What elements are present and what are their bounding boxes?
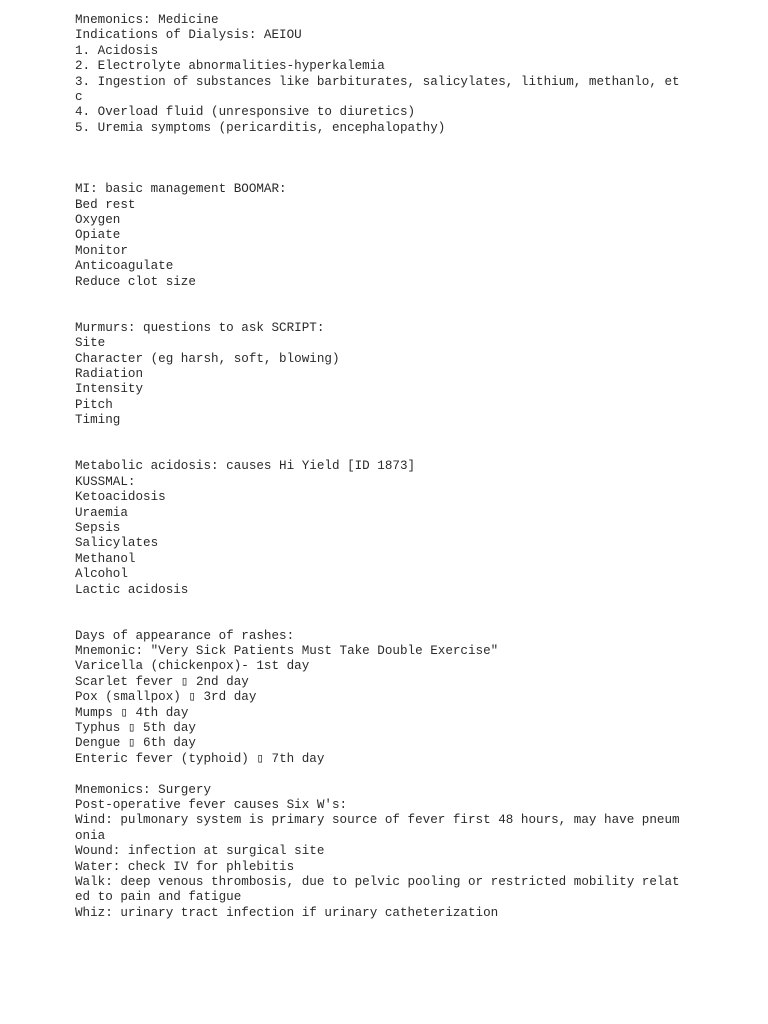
section-heading: Murmurs: questions to ask SCRIPT: [75, 320, 325, 335]
section-heading: Metabolic acidosis: causes Hi Yield [ID 1873] [75, 459, 416, 474]
spacer [75, 598, 715, 629]
section-heading: Mnemonics: Surgery [75, 782, 212, 797]
list-item: Sepsis [75, 520, 121, 535]
list-item: Typhus ▯ 5th day [75, 721, 196, 736]
list-item: Radiation [75, 367, 144, 382]
list-item: Enteric fever (typhoid) ▯ 7th day [75, 751, 325, 766]
list-item: Ketoacidosis [75, 490, 166, 505]
list-item: Dengue ▯ 6th day [75, 736, 196, 751]
section-mi-management [75, 182, 715, 290]
list-item: Salicylates [75, 536, 159, 551]
list-item-continuation: ed to pain and fatigue [75, 890, 242, 905]
list-item: Pox (smallpox) ▯ 3rd day [75, 690, 257, 705]
list-item: Opiate [75, 228, 121, 243]
list-item: Wind: pulmonary system is primary source of fever first 48 hours, may have pneum [75, 813, 680, 828]
list-item: Wound: infection at surgical site [75, 844, 325, 859]
section-subheading: Post-operative fever causes Six W's: [75, 797, 348, 812]
list-item-continuation: c [75, 89, 83, 104]
section-subheading: KUSSMAL: [75, 474, 136, 489]
list-item: Site [75, 336, 106, 351]
section-medicine-dialysis [75, 13, 715, 136]
list-item: Lactic acidosis [75, 582, 189, 597]
section-heading: Mnemonics: Medicine [75, 13, 219, 27]
list-item: Pitch [75, 397, 113, 412]
list-item: Walk: deep venous thrombosis, due to pelvic pooling or restricted mobility relat [75, 874, 680, 889]
list-item: Scarlet fever ▯ 2nd day [75, 674, 249, 689]
section-subheading: Mnemonic: "Very Sick Patients Must Take Double Exercise" [75, 644, 499, 659]
list-item: Character (eg harsh, soft, blowing) [75, 351, 340, 366]
list-item: Uraemia [75, 505, 128, 520]
document-page [75, 13, 715, 921]
spacer [75, 767, 715, 782]
list-item: Intensity [75, 382, 144, 397]
list-item: Methanol [75, 551, 136, 566]
section-heading: Days of appearance of rashes: [75, 628, 295, 643]
list-item: Monitor [75, 243, 128, 258]
list-item: Water: check IV for phlebitis [75, 859, 295, 874]
list-item: Timing [75, 413, 121, 428]
list-item: Mumps ▯ 4th day [75, 705, 189, 720]
list-item: Anticoagulate [75, 259, 174, 274]
list-item: Varicella (chickenpox)- 1st day [75, 659, 310, 674]
list-item: Whiz: urinary tract infection if urinary catheterization [75, 905, 499, 920]
section-metabolic-acidosis [75, 459, 715, 598]
section-rashes [75, 629, 715, 768]
section-subheading: Indications of Dialysis: AEIOU [75, 28, 302, 43]
list-item: 1. Acidosis [75, 43, 159, 58]
list-item: Reduce clot size [75, 274, 196, 289]
list-item: Oxygen [75, 213, 121, 228]
list-item: 5. Uremia symptoms (pericarditis, encephalopathy) [75, 120, 446, 135]
list-item: 2. Electrolyte abnormalities-hyperkalemia [75, 59, 385, 74]
spacer [75, 136, 715, 182]
list-item-continuation: onia [75, 828, 106, 843]
list-item: 4. Overload fluid (unresponsive to diuretics) [75, 105, 416, 120]
section-heading: MI: basic management BOOMAR: [75, 182, 287, 197]
section-murmurs [75, 321, 715, 429]
spacer [75, 290, 715, 321]
list-item: 3. Ingestion of substances like barbiturates, salicylates, lithium, methanlo, et [75, 74, 680, 89]
section-surgery [75, 783, 715, 922]
list-item: Bed rest [75, 197, 136, 212]
spacer [75, 429, 715, 460]
list-item: Alcohol [75, 567, 128, 582]
